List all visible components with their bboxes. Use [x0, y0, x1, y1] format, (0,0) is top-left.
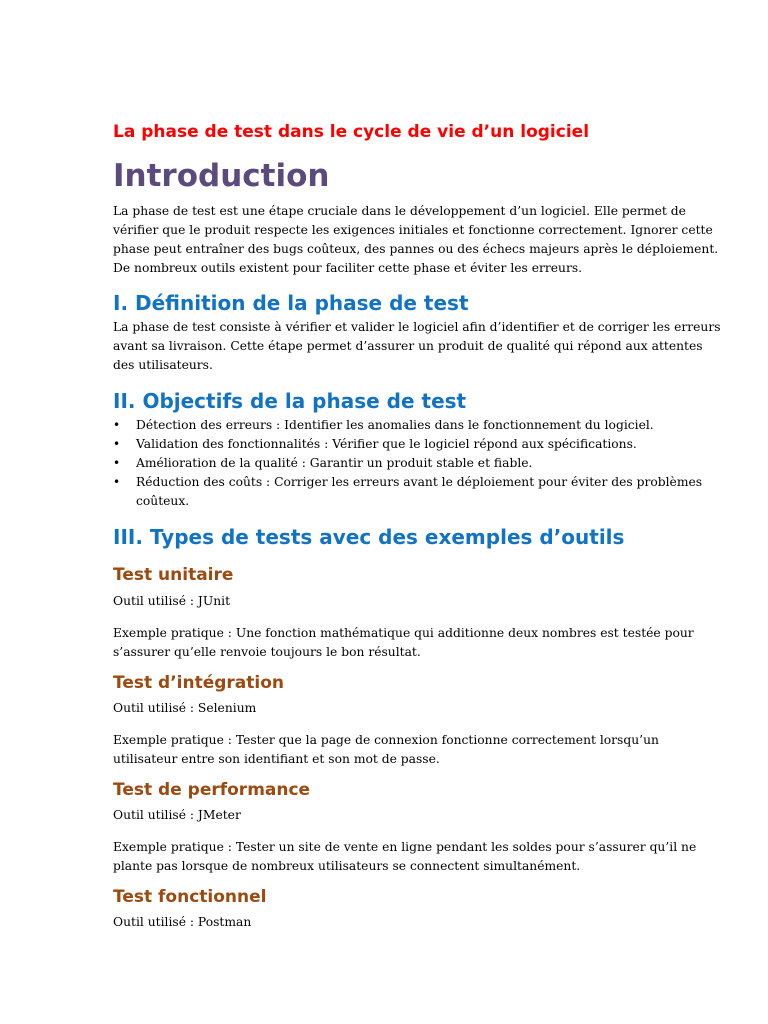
objectives-list: [113, 416, 713, 511]
integration-test-example: Exemple pratique : Tester que la page de connexion fonctionne correctement lorsqu’un utilisateur entre son identifiant et son mot de passe.: [113, 733, 659, 766]
bullet-icon: •: [113, 456, 121, 470]
list-item: [113, 473, 713, 511]
introduction-heading: Introduction: [113, 158, 330, 194]
list-item: [113, 435, 713, 454]
functional-test-tool: Outil utilisé : Postman: [113, 915, 252, 929]
list-item-text: Validation des fonctionnalités : Vérifier que le logiciel répond aux spécifications.: [136, 437, 637, 451]
bullet-icon: •: [113, 475, 121, 489]
integration-test-tool: Outil utilisé : Selenium: [113, 701, 257, 715]
unit-test-tool: Outil utilisé : JUnit: [113, 594, 231, 608]
list-item-text: Amélioration de la qualité : Garantir un produit stable et fiable.: [136, 456, 533, 470]
bullet-icon: •: [113, 418, 121, 432]
performance-test-tool: Outil utilisé : JMeter: [113, 808, 241, 822]
functional-test-heading: Test fonctionnel: [113, 887, 267, 907]
list-item-text: Réduction des coûts : Corriger les erreurs avant le déploiement pour éviter des problèmes coûteux.: [136, 475, 703, 508]
test-types-heading: III. Types de tests avec des exemples d’outils: [113, 525, 625, 549]
integration-test-heading: Test d’intégration: [113, 673, 285, 693]
performance-test-heading: Test de performance: [113, 780, 311, 800]
definition-paragraph: La phase de test consiste à vérifier et valider le logiciel afin d’identifier et de corriger les erreurs avant sa livraison. Cette étape permet d’assurer un produit de qualité qui répond aux attentes des utilisateurs.: [113, 320, 721, 372]
objectives-heading: II. Objectifs de la phase de test: [113, 389, 467, 413]
unit-test-heading: Test unitaire: [113, 565, 234, 585]
list-item: [113, 454, 713, 473]
unit-test-example: Exemple pratique : Une fonction mathématique qui additionne deux nombres est testée pour s’assurer qu’elle renvoie toujours le bon résultat.: [113, 626, 694, 659]
definition-heading: I. Définition de la phase de test: [113, 291, 469, 315]
bullet-icon: •: [113, 437, 121, 451]
introduction-paragraph: La phase de test est une étape cruciale dans le développement d’un logiciel. Elle permet de vérifier que le produit respecte les exigences initiales et fonctionne correctement. Ignorer cette phase peut entraîner des bugs coûteux, des pannes ou des échecs majeurs après le déploiement. De nombreux outils existent pour faciliter cette phase et éviter les erreurs.: [113, 204, 719, 275]
list-item-text: Détection des erreurs : Identifier les anomalies dans le fonctionnement du logiciel.: [136, 418, 654, 432]
list-item: [113, 416, 713, 435]
performance-test-example: Exemple pratique : Tester un site de vente en ligne pendant les soldes pour s’assurer qu’il ne plante pas lorsque de nombreux utilisateurs se connectent simultanément.: [113, 840, 697, 873]
document-title: La phase de test dans le cycle de vie d’un logiciel: [113, 122, 590, 142]
